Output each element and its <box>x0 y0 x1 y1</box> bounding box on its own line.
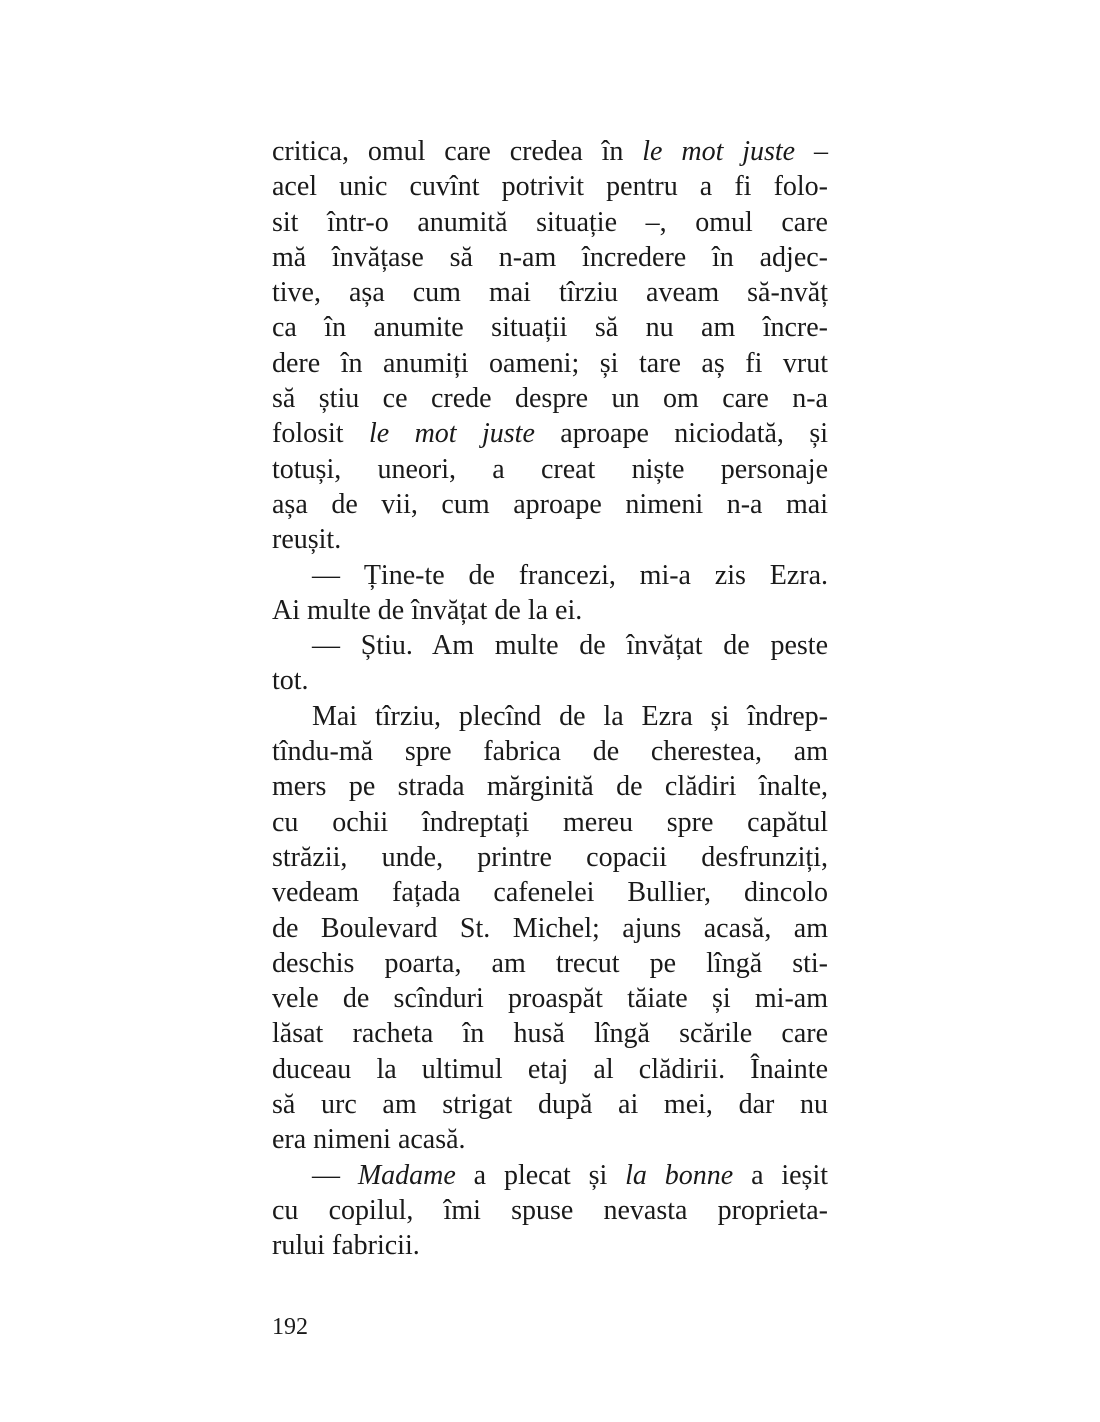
text-line <box>272 1122 828 1157</box>
text-line <box>272 1016 828 1051</box>
text-run: critica, omul care credea în <box>272 136 643 167</box>
text-line <box>272 346 828 381</box>
text-line <box>272 1158 828 1193</box>
text-line <box>272 205 828 240</box>
text-run: reușit. <box>272 524 342 556</box>
text-run: să urc am strigat după ai mei, dar nu <box>272 1089 828 1121</box>
text-run: era nimeni acasă. <box>272 1124 466 1156</box>
text-run: — Ține-te de francezi, mi-a zis Ezra. <box>312 559 828 591</box>
text-run: vedeam fațada cafenelei Bullier, dincolo <box>272 877 828 909</box>
text-line <box>272 134 828 169</box>
text-run: dere în anumiți oameni; și tare aș fi vrut <box>272 347 828 379</box>
italic-phrase: Madame <box>357 1159 456 1191</box>
text-run: cu ochii îndreptați mereu spre capătul <box>272 806 828 838</box>
text-run: duceau la ultimul etaj al clădirii. Înainte <box>272 1053 828 1085</box>
text-run: să știu ce crede despre un om care n-a <box>272 383 828 415</box>
text-line <box>272 487 828 522</box>
text-line <box>272 1193 828 1228</box>
italic-phrase: le mot juste <box>368 418 535 450</box>
text-run: de Boulevard St. Michel; ajuns acasă, am <box>272 912 828 944</box>
text-run: Mai tîrziu, plecînd de la Ezra și îndrep- <box>312 700 828 732</box>
text-run: acel unic cuvînt potrivit pentru a fi folo- <box>272 171 828 203</box>
text-run: tive, așa cum mai tîrziu aveam să-nvăț <box>272 277 828 309</box>
text-line <box>272 805 828 840</box>
text-line <box>272 1052 828 1087</box>
text-line <box>272 416 828 451</box>
text-run: ca în anumite situații să nu am încre- <box>272 312 828 344</box>
text-line <box>272 558 828 593</box>
body-text <box>272 134 828 1264</box>
text-line <box>272 1228 828 1263</box>
text-line <box>272 240 828 275</box>
text-run: totuși, uneori, a creat niște personaje <box>272 453 828 485</box>
text-line <box>272 1087 828 1122</box>
text-line <box>272 452 828 487</box>
text-run: străzii, unde, printre copacii desfrunziți, <box>272 841 828 873</box>
text-line <box>272 169 828 204</box>
italic-phrase: le mot juste <box>642 136 796 167</box>
text-line <box>272 628 828 663</box>
text-run: deschis poarta, am trecut pe lîngă sti- <box>272 947 828 979</box>
text-line <box>272 875 828 910</box>
text-line <box>272 699 828 734</box>
text-line <box>272 946 828 981</box>
text-line <box>272 911 828 946</box>
text-run: așa de vii, cum aproape nimeni n-a mai <box>272 488 828 520</box>
text-line <box>272 275 828 310</box>
text-line <box>272 769 828 804</box>
text-line <box>272 593 828 628</box>
text-line <box>272 840 828 875</box>
text-run: – <box>795 136 828 167</box>
text-run: a ieșit <box>733 1159 828 1191</box>
italic-phrase: la bonne <box>625 1159 734 1191</box>
text-line <box>272 734 828 769</box>
text-run: cu copilul, îmi spuse nevasta proprieta- <box>272 1194 828 1226</box>
text-run: folosit <box>272 418 369 450</box>
text-run: sit într-o anumită situație –, omul care <box>272 206 828 238</box>
text-run: mă învățase să n-am încredere în adjec- <box>272 241 828 273</box>
text-run: — <box>312 1159 358 1191</box>
text-run: tîndu-mă spre fabrica de cherestea, am <box>272 736 828 768</box>
text-line <box>272 981 828 1016</box>
text-run: a plecat și <box>455 1159 626 1191</box>
text-run: — Știu. Am multe de învățat de peste <box>312 630 828 662</box>
text-run: mers pe strada mărginită de clădiri înalte, <box>272 771 828 803</box>
text-run: vele de scînduri proaspăt tăiate și mi-am <box>272 983 828 1015</box>
text-line <box>272 310 828 345</box>
text-line <box>272 663 828 698</box>
text-run: lăsat racheta în husă lîngă scările care <box>272 1018 828 1050</box>
text-run: rului fabricii. <box>272 1230 420 1262</box>
text-run: Ai multe de învățat de la ei. <box>272 594 583 626</box>
text-line <box>272 381 828 416</box>
text-run: tot. <box>272 665 309 697</box>
text-line <box>272 522 828 557</box>
page-number: 192 <box>272 1314 308 1340</box>
text-run: aproape niciodată, și <box>534 418 828 450</box>
